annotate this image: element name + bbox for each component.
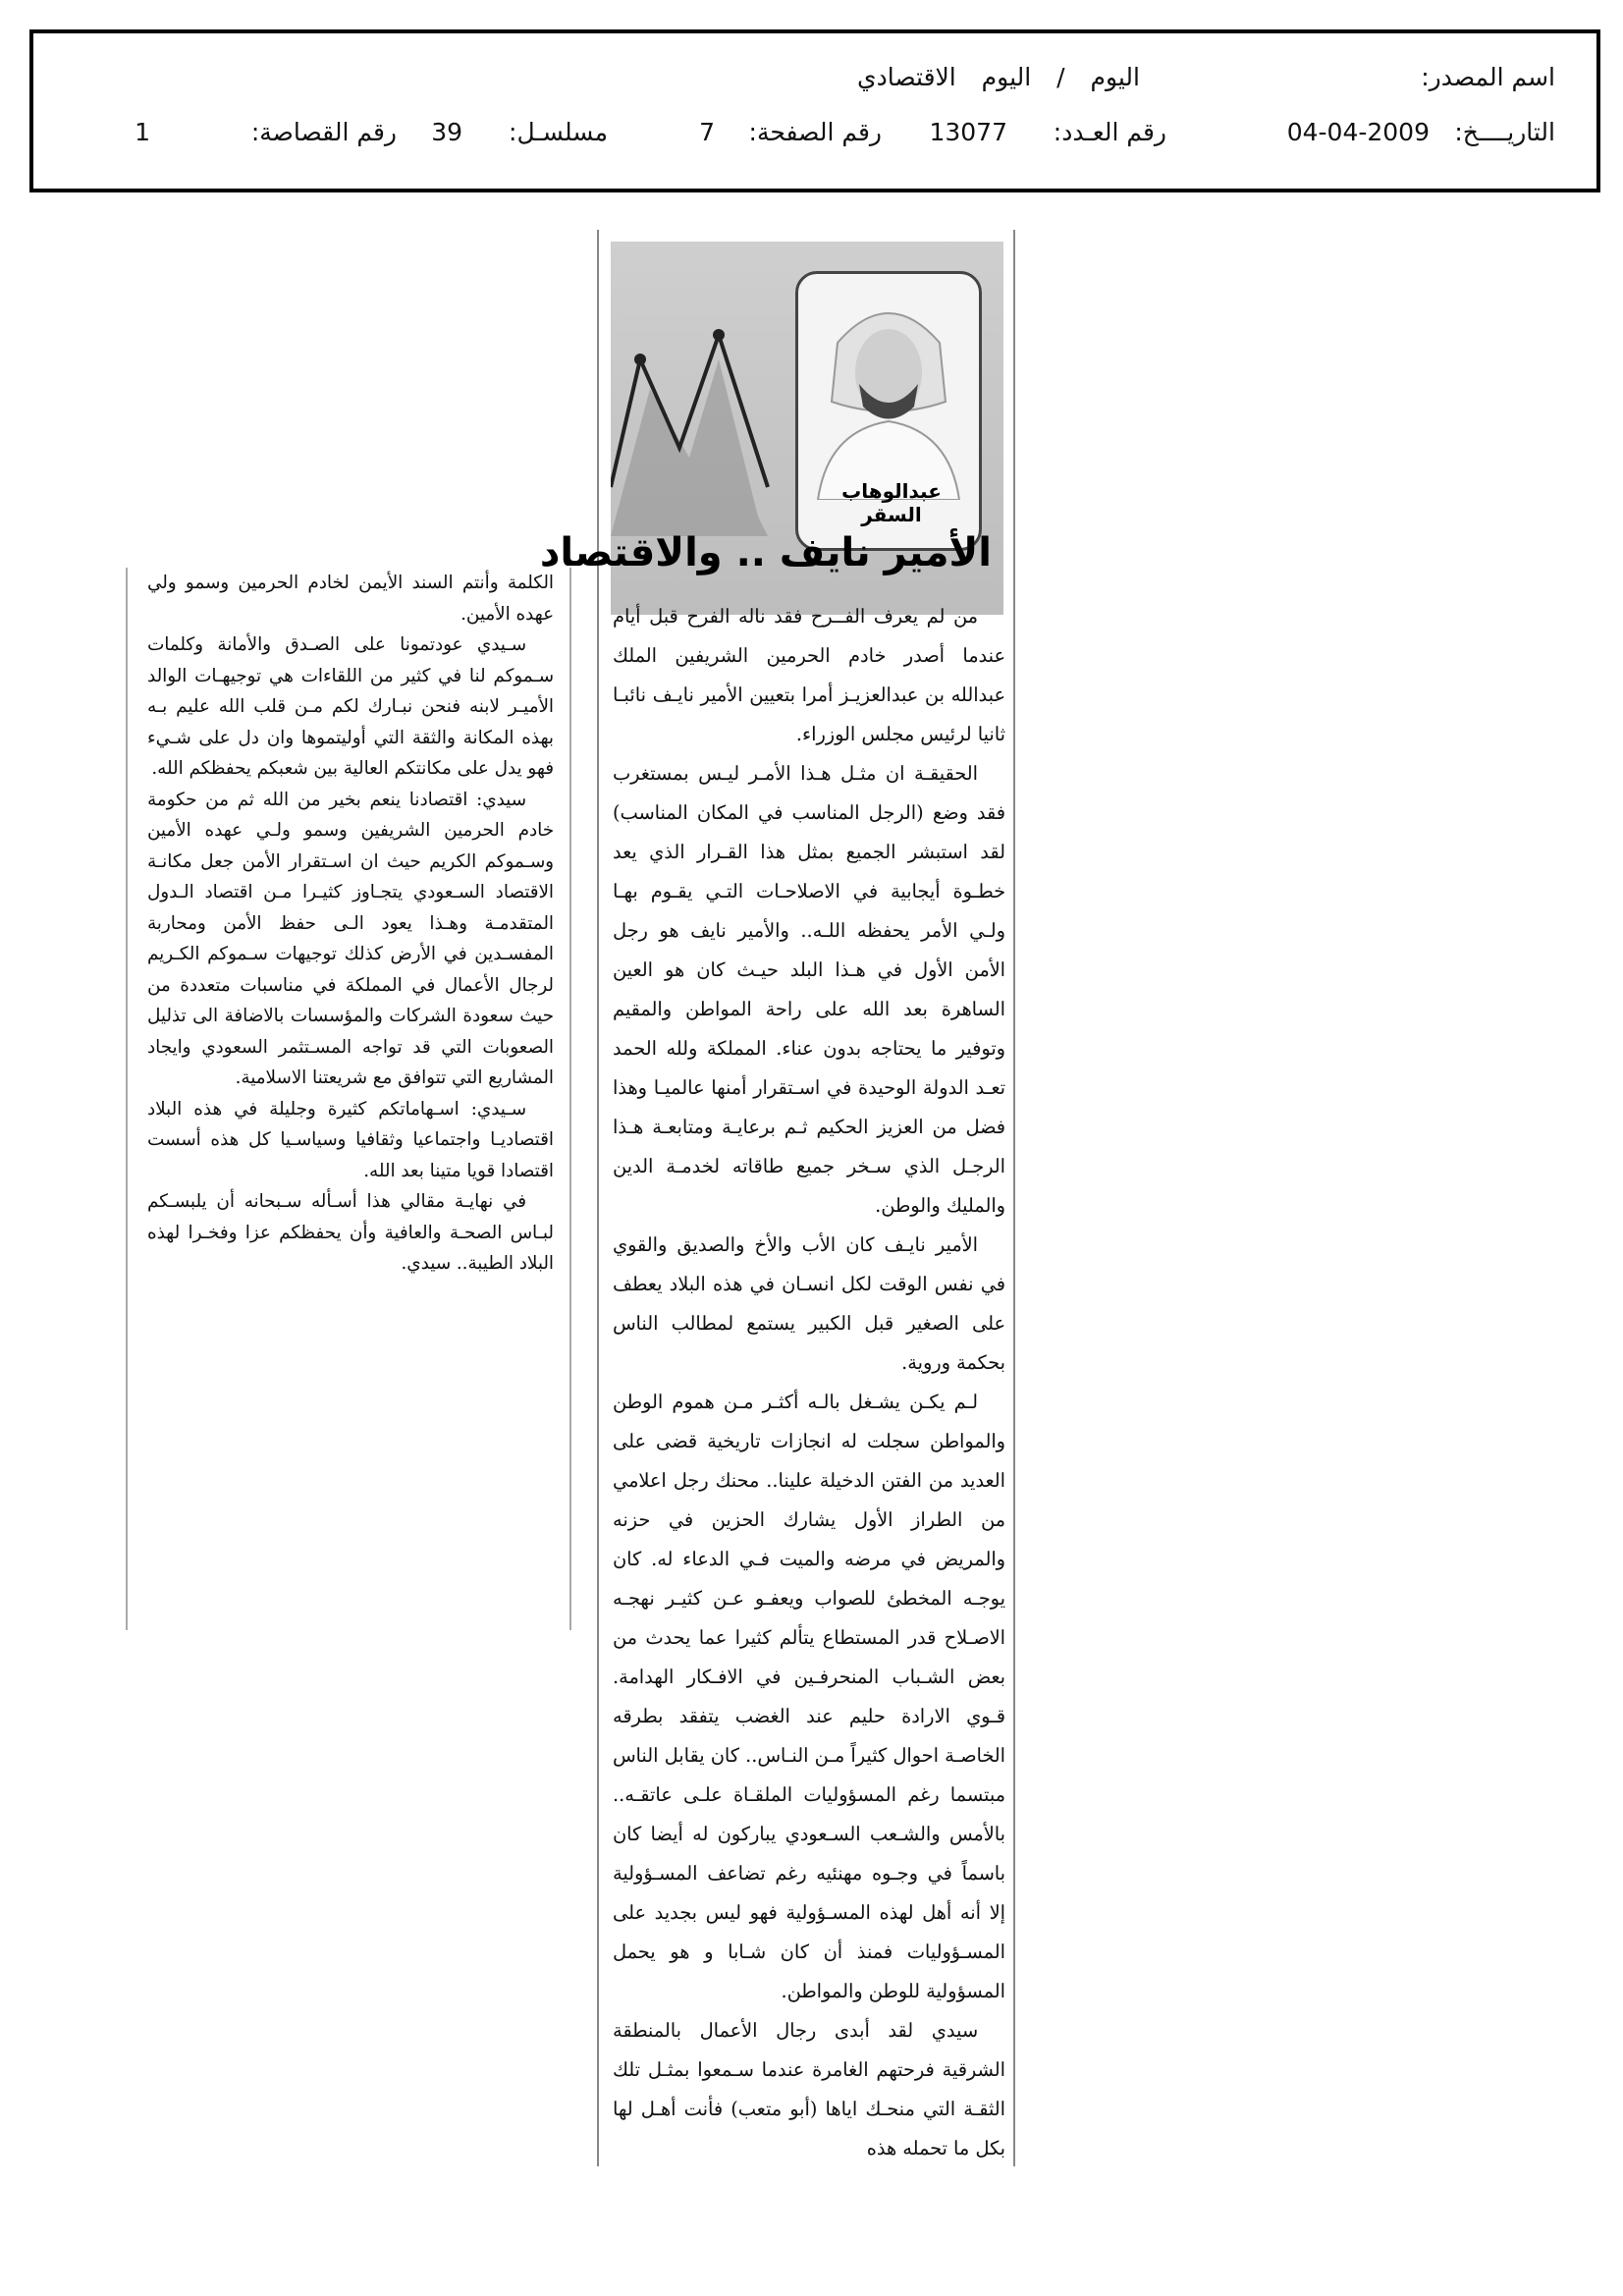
paragraph: في نهايـة مقالي هذا أسـأله سـبحانه أن يلبسـكم لبـاس الصحـة والعافية وأن يحفظكم عزا وفخـرا لهذه البلاد الطيبة.. سيدي. <box>147 1191 554 1274</box>
paragraph: سـيدي: اسـهاماتكم كثيرة وجليلة في هذه البلاد اقتصاديـا واجتماعيا وثقافيا وسياسـيا كل هذه أسست اقتصادا قويا متينا بعد الله. <box>147 1098 554 1181</box>
serial-value: 39 <box>431 118 462 146</box>
article-column-left <box>126 568 571 1630</box>
paragraph: سيدي لقد أبدى رجال الأعمال بالمنطقة الشرقية فرحتهم الغامرة عندما سـمعوا بمثـل تلك الثقـة التي منحـك اياها (أبو متعب) فأنت أهـل لها بكل ما تحمله هذه <box>613 2019 1005 2159</box>
paragraph: الحقيقـة ان مثـل هـذا الأمـر ليـس بمستغرب فقد وضع (الرجل المناسب في المكان المناسب) لقد استبشر الجميع بمثل هذا القـرار الذي يعد خطـوة أيجابية في الاصلاحـات التـي يقـوم بهـا ولـي الأمر يحفظه اللـه.. والأمير نايف هو رجل الأمن الأول في هـذا البلد حيـث كان هو العين الساهرة بعد الله على راحة المواطن والمقيم وتوفير ما يحتاجه بدون عناء. المملكة ولله الحمد تعـد الدولة الوحيدة في اسـتقرار أمنها عالميـا وهذا فضل من العزيز الحكيم ثـم برعايـة ومتابعـة هـذا الرجـل الذي سـخر جميع طاقاته لخدمـة الدين والمليك والوطن. <box>613 762 1005 1217</box>
paragraph: الكلمة وأنتم السند الأيمن لخادم الحرمين وسمو ولي عهده الأمين. <box>147 573 554 625</box>
date-label: التاريــــخ: <box>1454 118 1555 146</box>
portrait-silhouette <box>798 274 979 500</box>
clip-label: رقم القصاصة: <box>250 118 397 146</box>
date-value: 04-04-2009 <box>1286 118 1430 146</box>
clip-value: 1 <box>135 118 150 146</box>
article-headline: الأمير نايف .. والاقتصاد <box>539 530 992 575</box>
paragraph: من لم يعرف الفــرح فقد ناله الفرح قبل أيام عندما أصدر خادم الحرمين الشريفين الملك عبدالله بن عبدالعزيـز أمرا بتعيين الأمير نايـف نائبـا ثانيا لرئيس مجلس الوزراء. <box>613 605 1005 745</box>
article-body-left <box>147 568 554 1280</box>
source-value: اليوم / اليوم الاقتصادي <box>857 63 1140 91</box>
author-name: عبدالوهاب السقر <box>841 479 942 526</box>
article-body-right <box>613 597 1005 2168</box>
paragraph: الأمير نايـف كان الأب والأخ والصديق والقوي في نفس الوقت لكل انسـان في هذه البلاد يعطف على الصغير قبل الكبير يستمع لمطالب الناس بحكمة وروية. <box>613 1233 1005 1374</box>
page-value: 7 <box>699 118 715 146</box>
issue-label: رقم العـدد: <box>1053 118 1166 146</box>
clipping-header <box>29 29 1600 192</box>
source-label: اسم المصدر: <box>1421 63 1555 91</box>
page-label: رقم الصفحة: <box>748 118 882 146</box>
paragraph: سيدي: اقتصادنا ينعم بخير من الله ثم من حكومة خادم الحرمين الشريفين وسمو ولـي عهده الأمين وسـموكم الكريم حيث ان اسـتقرار الأمن جعل مكانـة الاقتصاد السـعودي يتجـاوز كثيـرا مـن اقتصاد الـدول المتقدمـة وهـذا يعود الـى حفظ الأمن ومحاربة المفسـدين في الأرض كذلك توجيهات سـموكم الكـريم لرجال الأعمال في المملكة في مناسبات متعددة من حيث سعودة الشركات والمؤسسات بالاضافة الى تذليل الصعوبات التي قد تواجه المسـتثمر السعودي وايجاد المشاريع التي تتوافق مع شريعتنا الاسلامية. <box>147 789 554 1088</box>
issue-value: 13077 <box>929 118 1007 146</box>
serial-label: مسلسـل: <box>509 118 608 146</box>
paragraph: سـيدي عودتمونا على الصـدق والأمانة وكلمات سـموكم لنا في كثير من اللقاءات هي توجيهـات الوالد الأميـر لابنه فنحن نبـارك لكم مـن قلب الله عليم بـه بهذه المكانة والثقة التي أوليتموها وان دل على شـيء فهو يدل على مكانتكم العالية بين شعبكم يحفظكم الله. <box>147 634 554 779</box>
paragraph: لـم يكـن يشـغل بالـه أكثـر مـن هموم الوطن والمواطن سجلت له انجازات تاريخية قضى على العديد من الفتن الدخيلة علينا.. محنك رجل اعلامي من الطراز الأول يشارك الحزين في حزنه والمريض في مرضه والميت فـي الدعاء له. كان يوجـه المخطئ للصواب ويعفـو عـن كثيـر نهجـه الاصـلاح قدر المستطاع يتألم كثيرا عما يحدث من بعض الشـباب المنحرفـين في الافـكار الهدامة. قـوي الارادة حليم عند الغضب يتفقد بطرقه الخاصـة احوال كثيراً مـن النـاس.. كان يقابل الناس مبتسما رغم المسؤوليات الملقـاة علـى عاتقـه.. بالأمس والشـعب السـعودي يباركون له أيضا كان باسماً في وجـوه مهنئيه رغم تضاعف المسـؤولية إلا أنه أهل لهذه المسـؤولية فهو ليس بجديد على المسـؤوليات فمنذ أن كان شـابا و هو يحمل المسؤولية للوطن والمواطن. <box>613 1391 1005 2002</box>
article-column-right <box>539 230 1015 2166</box>
